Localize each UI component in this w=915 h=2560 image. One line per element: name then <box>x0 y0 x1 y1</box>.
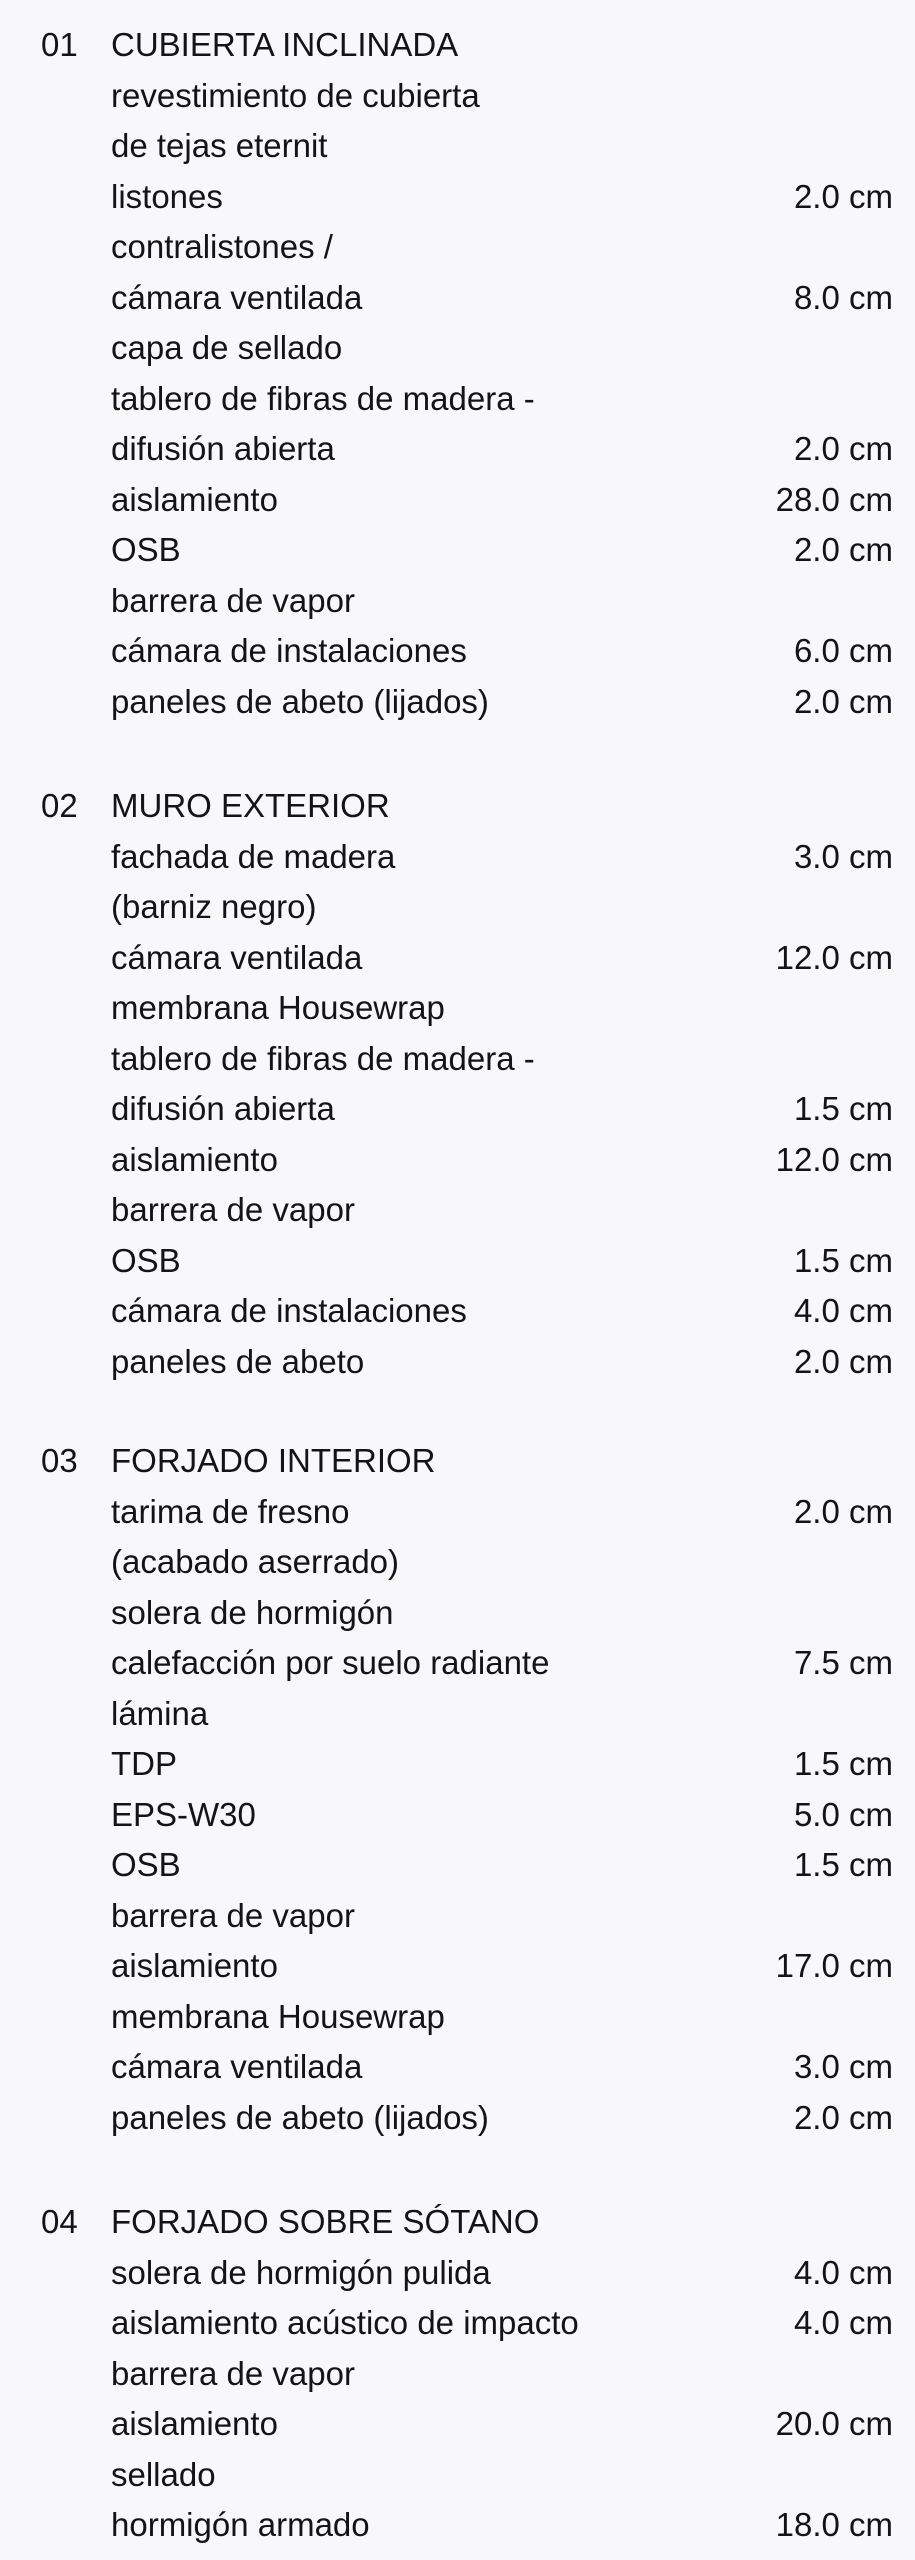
layer-label: tablero de fibras de madera - <box>111 1039 535 1077</box>
layer-row <box>0 677 915 728</box>
layer-thickness: 3.0 cm <box>793 837 893 875</box>
layer-thickness: 1.5 cm <box>793 1846 893 1883</box>
layer-label: (barniz negro) <box>111 888 317 925</box>
layer-label: solera de hormigón pulida <box>111 2253 491 2291</box>
layer-label: tablero de fibras de madera - <box>111 379 535 417</box>
layer-label: membrana Housewrap <box>111 1997 445 2035</box>
layer-row <box>0 2042 915 2093</box>
layer-row <box>0 1588 915 1639</box>
layer-label: de tejas eternit <box>111 127 328 164</box>
section-forjado-sobre-sotano <box>0 2197 915 2551</box>
layer-thickness: 2.0 cm <box>793 177 893 215</box>
layer-label: barrera de vapor <box>111 581 355 619</box>
layer-row <box>0 983 915 1034</box>
section-title: FORJADO INTERIOR <box>111 1442 436 1479</box>
layer-row <box>0 121 915 172</box>
layer-thickness: 6.0 cm <box>793 632 893 669</box>
layer-row <box>0 424 915 475</box>
layer-label: (acabado aserrado) <box>111 1543 400 1580</box>
layer-thickness: 1.5 cm <box>793 1090 893 1127</box>
layer-row <box>0 323 915 374</box>
layer-row <box>0 1941 915 1992</box>
layer-label: paneles de abeto <box>111 1342 365 1380</box>
layer-row <box>0 2500 915 2551</box>
section-number: 04 <box>41 2203 78 2240</box>
layer-row <box>0 374 915 425</box>
layer-label: sellado <box>111 2455 216 2493</box>
layer-thickness: 12.0 cm <box>775 1140 893 1178</box>
layer-thickness: 17.0 cm <box>775 1947 893 1984</box>
section-title: FORJADO SOBRE SÓTANO <box>111 2203 540 2240</box>
section-title: MURO EXTERIOR <box>111 787 390 824</box>
layer-thickness: 2.0 cm <box>793 430 893 467</box>
layer-label: membrana Housewrap <box>111 989 445 1026</box>
layer-row <box>0 172 915 223</box>
layer-row <box>0 1286 915 1337</box>
layer-thickness: 1.5 cm <box>793 1745 893 1782</box>
layer-label: aislamiento <box>111 1947 278 1984</box>
layer-row <box>0 2093 915 2144</box>
layer-thickness: 4.0 cm <box>793 2304 893 2341</box>
layer-row <box>0 2349 915 2400</box>
layer-thickness: 2.0 cm <box>793 531 893 568</box>
section-cubierta-inclinada <box>0 20 915 727</box>
layer-row <box>0 2298 915 2349</box>
section-header <box>0 1436 915 1487</box>
layer-row <box>0 1790 915 1841</box>
layer-row <box>0 626 915 677</box>
layer-label: cámara ventilada <box>111 2048 363 2085</box>
layer-thickness: 2.0 cm <box>793 682 893 720</box>
layer-label: aislamiento acústico de impacto <box>111 2304 579 2341</box>
layer-thickness: 2.0 cm <box>793 1342 893 1380</box>
layer-row <box>0 1689 915 1740</box>
layer-row <box>0 525 915 576</box>
section-forjado-interior <box>0 1436 915 2143</box>
layer-row <box>0 475 915 526</box>
section-header <box>0 781 915 832</box>
layer-label: fachada de madera <box>111 837 396 875</box>
layer-label: cámara de instalaciones <box>111 1292 467 1329</box>
layer-row <box>0 2399 915 2450</box>
layer-thickness: 18.0 cm <box>775 2506 893 2543</box>
layer-label: tarima de fresno <box>111 1492 350 1530</box>
layer-label: difusión abierta <box>111 1090 335 1127</box>
layer-row <box>0 2450 915 2501</box>
layer-label: contralistones / <box>111 228 333 265</box>
layer-thickness: 2.0 cm <box>793 1492 893 1530</box>
layer-label: revestimiento de cubierta <box>111 76 480 114</box>
layer-label: aislamiento <box>111 480 278 518</box>
section-muro-exterior <box>0 781 915 1387</box>
section-header <box>0 20 915 71</box>
layer-label: lámina <box>111 1694 209 1732</box>
layer-row <box>0 273 915 324</box>
layer-row <box>0 1084 915 1135</box>
layer-label: OSB <box>111 531 181 568</box>
layer-label: cámara de instalaciones <box>111 632 467 669</box>
layer-row <box>0 1891 915 1942</box>
layer-thickness: 2.0 cm <box>793 2098 893 2136</box>
layer-label: calefacción por suelo radiante <box>111 1644 550 1681</box>
layer-thickness: 4.0 cm <box>793 1292 893 1329</box>
layer-row <box>0 1337 915 1388</box>
layer-row <box>0 1638 915 1689</box>
layer-thickness: 5.0 cm <box>793 1795 893 1833</box>
layer-label: hormigón armado <box>111 2506 370 2543</box>
layer-thickness: 4.0 cm <box>793 2253 893 2291</box>
layer-row <box>0 1236 915 1287</box>
section-title: CUBIERTA INCLINADA <box>111 26 459 63</box>
layer-label: aislamiento <box>111 2405 278 2442</box>
layer-thickness: 7.5 cm <box>793 1644 893 1681</box>
layer-label: paneles de abeto (lijados) <box>111 682 489 720</box>
layer-label: cámara ventilada <box>111 278 363 316</box>
layer-label: EPS-W30 <box>111 1795 256 1833</box>
layer-thickness: 1.5 cm <box>793 1241 893 1279</box>
layer-row <box>0 1739 915 1790</box>
layer-label: barrera de vapor <box>111 2354 355 2392</box>
section-header <box>0 2197 915 2248</box>
section-number: 02 <box>41 787 78 824</box>
layer-label: barrera de vapor <box>111 1896 355 1934</box>
layer-row <box>0 1034 915 1085</box>
layer-row <box>0 71 915 122</box>
layer-thickness: 3.0 cm <box>793 2048 893 2085</box>
layer-thickness: 28.0 cm <box>775 480 893 518</box>
layer-row <box>0 832 915 883</box>
layer-row <box>0 1840 915 1891</box>
layer-row <box>0 1185 915 1236</box>
layer-row <box>0 1135 915 1186</box>
layer-label: difusión abierta <box>111 430 335 467</box>
layer-label: listones <box>111 177 223 215</box>
layer-row <box>0 222 915 273</box>
layer-label: barrera de vapor <box>111 1191 355 1228</box>
layer-row <box>0 576 915 627</box>
layer-label: cámara ventilada <box>111 938 363 976</box>
layer-label: OSB <box>111 1846 181 1883</box>
layer-row <box>0 1537 915 1588</box>
layer-thickness: 8.0 cm <box>793 278 893 316</box>
section-number: 01 <box>41 26 78 63</box>
layer-label: TDP <box>111 1745 177 1782</box>
section-number: 03 <box>41 1442 78 1479</box>
layer-thickness: 20.0 cm <box>775 2405 893 2442</box>
layer-thickness: 12.0 cm <box>775 938 893 976</box>
layer-row <box>0 1992 915 2043</box>
layer-label: solera de hormigón <box>111 1593 394 1631</box>
layer-row <box>0 882 915 933</box>
layer-row <box>0 933 915 984</box>
layer-label: OSB <box>111 1241 181 1279</box>
layer-row <box>0 1487 915 1538</box>
layer-row <box>0 2248 915 2299</box>
layer-label: capa de sellado <box>111 329 343 366</box>
layer-label: aislamiento <box>111 1140 278 1178</box>
layer-label: paneles de abeto (lijados) <box>111 2098 489 2136</box>
